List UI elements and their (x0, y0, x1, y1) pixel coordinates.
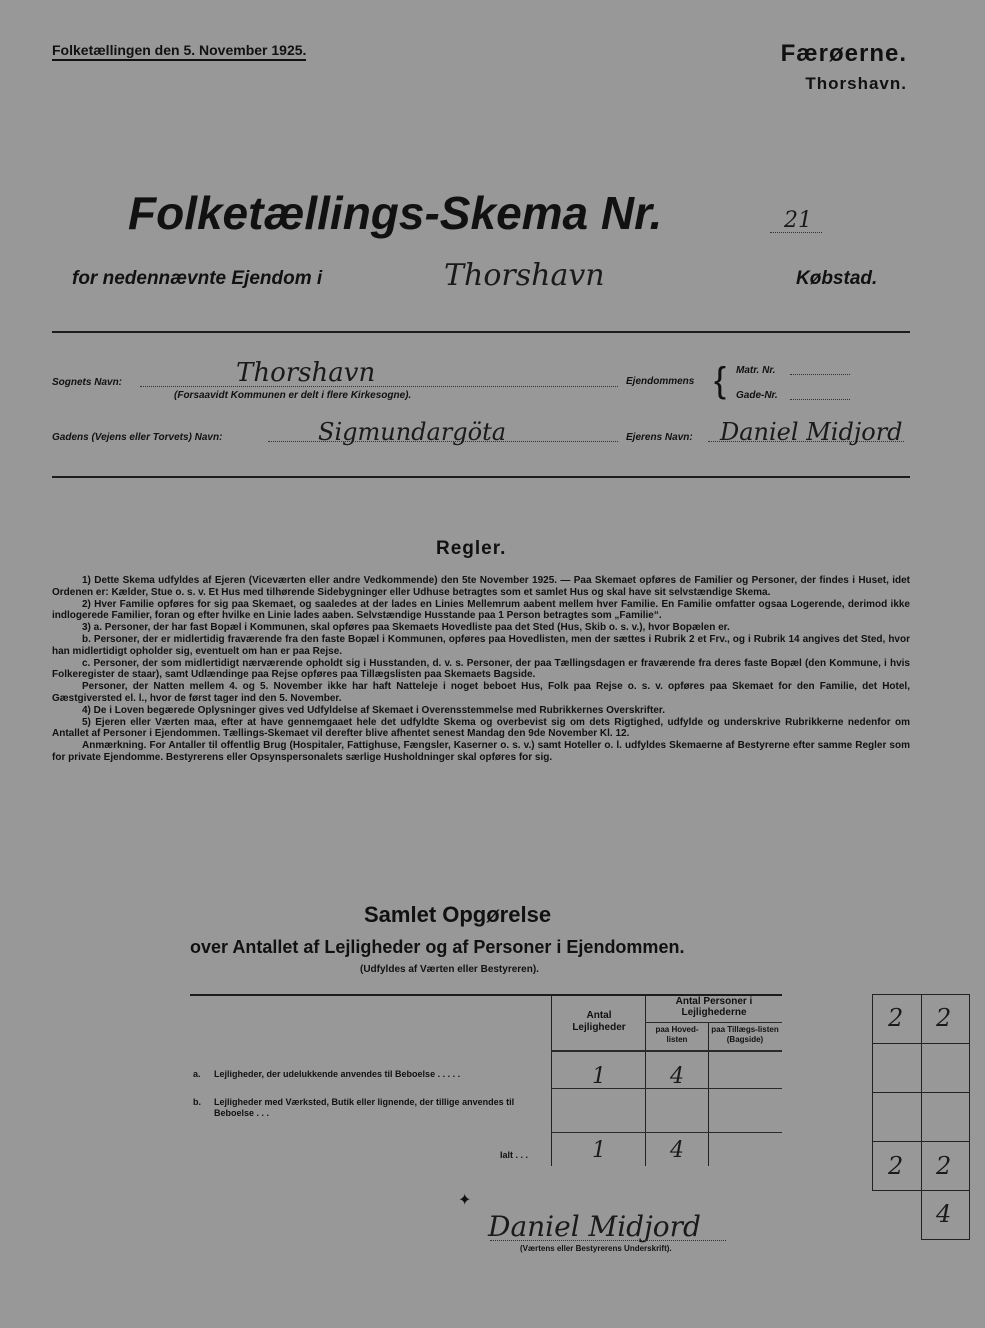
parish-label: Sognets Navn: (52, 377, 123, 388)
property-line-label: for nedennævnte Ejendom i (72, 268, 323, 289)
stamp-mark-icon: ✦ (458, 1192, 472, 1209)
rule-paragraph-night: Personer, der Natten mellem 4. og 5. November ikke har haft Natteleje i noget beboet Hus, Folk paa Rejse o. s. v. opføres paa Skemaet for den Familie, det Hotel, Gæstgiversted el. l., hvor de først tager ind den 5. November. (52, 681, 910, 704)
signature-line (490, 1240, 726, 1241)
row-a-letter: a. (193, 1069, 201, 1079)
tally-cell-r2c2 (921, 1043, 970, 1093)
tally-cell-r3c2 (921, 1092, 970, 1142)
row-b-letter: b. (193, 1097, 201, 1107)
matr-label: Matr. Nr. (736, 365, 776, 376)
owner-value: Daniel Midjord (720, 418, 903, 446)
summary-heading: Samlet Opgørelse (364, 902, 552, 927)
tally-value-r5c2: 4 (936, 1200, 952, 1228)
town-title: Thorshavn. (805, 74, 907, 93)
signature-label: (Værtens eller Bestyrerens Underskrift). (520, 1244, 672, 1253)
rule-paragraph-3a: 3) a. Personer, der har fast Bopæl i Kommunen, skal opføres paa Skemaets Hovedliste paa det Sted (Hus, Skib o. s. v.), hvor Bopælen er. (82, 622, 730, 634)
gade-line (790, 399, 850, 400)
rule-paragraph-1: 1) Dette Skema udfyldes af Ejeren (Viceværten eller andre Vedkommende) den 5te November 1925. — Paa Skemaet opføres de Familier og Personer, der findes i Huset, idet Ordenen er: Kælder, Stue o. s. v. Et Hus med tilhørende Sidebygninger eller Udhuse betragtes som et samlet Hus og skal have sit selvstændige Skema. (52, 575, 910, 598)
summary-col-divider-1 (551, 994, 552, 1166)
owner-label: Ejerens Navn: (626, 432, 693, 443)
rule-paragraph-5: 5) Ejeren eller Værten maa, efter at have gennemgaaet hele det udfyldte Skema og overbevist sig om dets Rigtighed, udfylde og underskrive Rubrikkerne nedenfor om Antallet af Personer i Ejendommen. Tællings-Skemaet vil derefter blive afhentet senest Mandag den 9de November Kl. 12. (52, 716, 910, 740)
summary-note: (Udfyldes af Værten eller Bestyreren). (360, 964, 539, 975)
parish-line (140, 386, 618, 387)
rule-paragraph-3c: c. Personer, der som midlertidigt nærværende opholdt sig i Husstanden, d. v. s. Personer, der paa Tællingsdagen er fraværende fra deres faste Bopæl (den Kommune, i hvis Folkeregister de staar), samt Udlændinge paa Rejse opføres paa Tillægslisten paa Skemaets Bagside. (52, 657, 910, 681)
summary-row-a-bottom (551, 1088, 782, 1089)
owner-signature: Daniel Midjord (488, 1210, 701, 1243)
gade-label: Gade-Nr. (736, 390, 778, 401)
total-apartments-value: 1 (592, 1138, 606, 1163)
margin-tally-grid (872, 994, 970, 1240)
form-number-handwritten: 21 (784, 208, 812, 233)
row-a-apartments-value: 1 (592, 1064, 606, 1089)
rule-paragraph-2: 2) Hver Familie opføres for sig paa Skemaet, og saaledes at der lades en Linies Mellemrum aabent mellem hver Familie. En Familie omfatter ogsaa Logerende, derimod ikke indlogerede Familier, foran og efter hvilke en Linie lades aaben. Selvstændige Husstande paa 1 Person betragtes som „Familie“. (52, 598, 910, 622)
rule-paragraph-4: 4) De i Loven begærede Oplysninger gives ved Udfyldelse af Skemaet i Overensstemmelse med Rubrikkernes Overskrifter. (82, 704, 666, 716)
col-supp-list-header: paa Tillægs-listen (Bagside) (711, 1025, 779, 1044)
rule-paragraph-3b: b. Personer, der er midlertidig fraværende fra den faste Bopæl i Kommunen, opføres paa Hovedlisten, men der sættes i Rubrik 2 et Frv., og i Rubrik 14 angives det Sted, hvor han midlertidigt opholder sig, eventuelt om han er paa Rejse. (52, 633, 910, 657)
town-type: Købstad. (796, 268, 878, 289)
rule-paragraph-note: Anmærkning. For Antaller til offentlig Brug (Hospitaler, Fattighuse, Fængsler, Kaserner o. s. v.) samt Hoteller o. l. udfyldes Skemaerne af Bestyrerne efter samme Regler som for private Ejendomme. Bestyrerens eller Opsynspersonalets særlige Husholdninger skal opføres for sig. (52, 740, 910, 763)
form-number-line (770, 232, 822, 233)
property-label: Ejendommens (626, 376, 695, 387)
matr-line (790, 374, 850, 375)
summary-persons-split (645, 1022, 782, 1023)
street-line (268, 441, 618, 442)
street-label: Gadens (Vejens eller Torvets) Navn: (52, 432, 223, 443)
summary-header-bottom (551, 1050, 782, 1052)
tally-cell-r2c1 (872, 1043, 922, 1093)
form-title: Folketællings-Skema Nr. (128, 187, 663, 239)
tally-cell-r3c1 (872, 1092, 922, 1142)
col-persons-header: Antal Personer i Lejlighederne (675, 996, 753, 1018)
parish-note: (Forsaavidt Kommunen er delt i flere Kirkesogne). (174, 390, 412, 401)
town-handwritten: Thorshavn (444, 258, 605, 293)
col-main-list-header: paa Hoved-listen (655, 1025, 699, 1044)
total-label: Ialt . . . (500, 1150, 529, 1160)
parish-value: Thorshavn (236, 358, 376, 388)
rules-body (52, 575, 910, 764)
region-title: Færøerne. (780, 40, 907, 67)
divider-mid (52, 476, 910, 478)
row-a-persons-value: 4 (670, 1064, 684, 1089)
row-b-label: Lejligheder med Værksted, Butik eller lignende, der tillige anvendes til Beboelse . . . (214, 1097, 515, 1118)
total-persons-value: 4 (670, 1138, 684, 1163)
street-value: Sigmundargöta (318, 418, 507, 446)
row-a-label: Lejligheder, der udelukkende anvendes til Beboelse . . . . . (214, 1069, 461, 1079)
tally-value-r4c1: 2 (888, 1152, 904, 1180)
tally-value-r1c2: 2 (936, 1004, 952, 1032)
divider-top (52, 331, 910, 333)
tally-value-r4c2: 2 (936, 1152, 952, 1180)
summary-row-b-bottom (551, 1132, 782, 1133)
tally-value-r1c1: 2 (888, 1004, 904, 1032)
property-brace: { (714, 359, 727, 400)
summary-subheading: over Antallet af Lejligheder og af Personer i Ejendommen. (190, 937, 685, 957)
col-apartments-header: Antal Lejligheder (572, 1010, 626, 1033)
summary-col-divider-3 (708, 1022, 709, 1166)
summary-col-divider-2 (645, 994, 646, 1166)
census-date-header: Folketællingen den 5. November 1925. (52, 42, 306, 61)
rules-heading: Regler. (436, 538, 507, 559)
owner-line (708, 441, 904, 442)
